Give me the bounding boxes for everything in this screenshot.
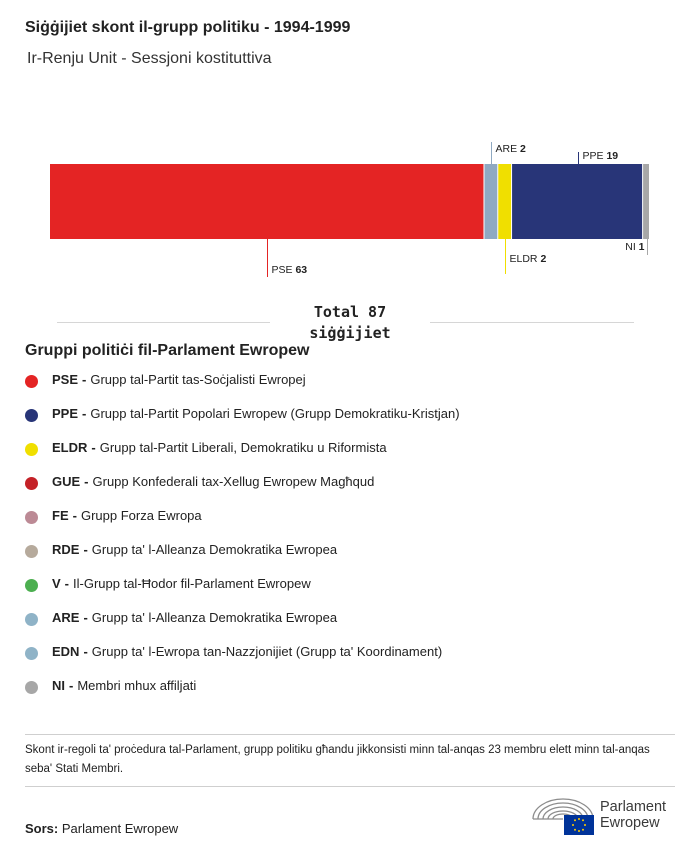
legend-item-edn [25, 644, 460, 678]
legend-item-gue [25, 474, 460, 508]
total-rule-right [418, 322, 634, 323]
bar-label-value: 19 [606, 150, 619, 162]
bar-segment-pse [50, 164, 483, 239]
total-line-1: Total 87 [313, 303, 387, 321]
legend-item-rde [25, 542, 460, 576]
legend-separator: - [84, 474, 89, 489]
legend-abbr: ARE [52, 610, 80, 625]
legend-abbr: GUE [52, 474, 81, 489]
legend-abbr: PSE [52, 372, 79, 387]
legend-label: Grupp tal-Partit tas-Soċjalisti Ewropej [90, 372, 306, 387]
bar-label-pse [272, 264, 308, 276]
logo-line-2: Ewropew [600, 815, 660, 831]
legend-abbr: RDE [52, 542, 80, 557]
legend-dot-icon [25, 579, 38, 592]
legend-label: Grupp ta' l-Ewropa tan-Nazzjonijiet (Grupp ta' Koordinament) [91, 644, 443, 659]
legend-dot-icon [25, 647, 38, 660]
logo-line-1: Parlament [600, 799, 667, 815]
legend-label: Il-Grupp tal-Ħodor fil-Parlament Ewropew [73, 576, 311, 591]
hemicycle-icon [530, 795, 596, 837]
legend-item-fe [25, 508, 460, 542]
legend-abbr: PPE [52, 406, 79, 421]
legend-label: Grupp ta' l-Alleanza Demokratika Ewropea [91, 610, 338, 625]
bar-label-name: PSE [271, 264, 296, 276]
legend-dot-icon [25, 409, 38, 422]
european-parliament-logo [530, 795, 680, 837]
legend-item-pse [25, 372, 460, 406]
legend-abbr: FE [52, 508, 69, 523]
legend-item-ni [25, 678, 460, 712]
legend-label: Grupp tal-Partit Liberali, Demokratiku u Riformista [99, 440, 387, 455]
bar-label-ni [625, 241, 644, 253]
legend-separator: - [82, 372, 87, 387]
legend-separator: - [83, 610, 88, 625]
divider-top [25, 734, 675, 735]
bar-segment-ppe [512, 164, 642, 239]
bar-segment-ni [643, 164, 649, 239]
bar-label-value: 2 [520, 143, 526, 155]
bar-label-eldr [510, 253, 547, 265]
legend-label: Grupp Konfederali tax-Xellug Ewropew Magħqud [92, 474, 375, 489]
total-rule-left [57, 322, 273, 323]
legend-label: Grupp ta' l-Alleanza Demokratika Ewropea [91, 542, 338, 557]
legend-title: Gruppi politiċi fil-Parlament Ewropew [25, 342, 310, 359]
source-value: Parlament Ewropew [61, 821, 179, 836]
legend-separator: - [91, 440, 96, 455]
total-seats [270, 302, 430, 344]
legend-separator: - [83, 644, 88, 659]
bar-label-name: NI [625, 241, 639, 253]
source-label: Sors: [25, 821, 59, 836]
total-line-2: siġġijiet [309, 324, 391, 342]
legend-abbr: EDN [52, 644, 80, 659]
source [25, 821, 178, 836]
legend-dot-icon [25, 443, 38, 456]
legend-label: Grupp Forza Ewropa [80, 508, 202, 523]
legend-list [25, 372, 460, 712]
legend-item-eldr [25, 440, 460, 474]
legend-abbr: ELDR [52, 440, 88, 455]
legend-separator: - [83, 542, 88, 557]
divider-bottom [25, 786, 675, 787]
bar-label-are [496, 143, 527, 155]
stacked-bar-chart [0, 130, 700, 280]
legend-dot-icon [25, 613, 38, 626]
legend-dot-icon [25, 375, 38, 388]
legend-abbr: V [52, 576, 61, 591]
bar-label-name: PPE [582, 150, 607, 162]
legend-separator: - [82, 406, 87, 421]
legend-separator: - [69, 678, 74, 693]
legend-separator: - [72, 508, 77, 523]
bar-label-ppe [583, 150, 619, 162]
legend-item-v [25, 576, 460, 610]
legend-dot-icon [25, 477, 38, 490]
footnote: Skont ir-regoli ta' proċedura tal-Parlament, grupp politiku għandu jikkonsisti minn tal-anqas 23 membru elett minn tal-anqas seba' Stati Membri. [25, 744, 650, 775]
legend-dot-icon [25, 545, 38, 558]
legend-separator: - [64, 576, 70, 591]
bar-segment-are [484, 164, 497, 239]
bar-label-name: ARE [495, 143, 521, 155]
bar-label-name: ELDR [509, 253, 541, 265]
legend-dot-icon [25, 681, 38, 694]
legend-abbr: NI [52, 678, 65, 693]
chart-subtitle: Ir-Renju Unit - Sessjoni kostituttiva [27, 50, 272, 67]
logo-text [600, 799, 666, 831]
bar-label-value: 2 [540, 253, 547, 265]
bar-label-value: 1 [638, 241, 645, 253]
legend-item-are [25, 610, 460, 644]
bar-label-value: 63 [295, 264, 308, 276]
chart-title: Siġġijiet skont il-grupp politiku - 1994-1999 [25, 19, 351, 36]
legend-item-ppe [25, 406, 460, 440]
legend-label: Membri mhux affiljati [77, 678, 197, 693]
bar-segment-eldr [498, 164, 511, 239]
legend-label: Grupp tal-Partit Popolari Ewropew (Grupp Demokratiku-Kristjan) [90, 406, 460, 421]
legend-dot-icon [25, 511, 38, 524]
